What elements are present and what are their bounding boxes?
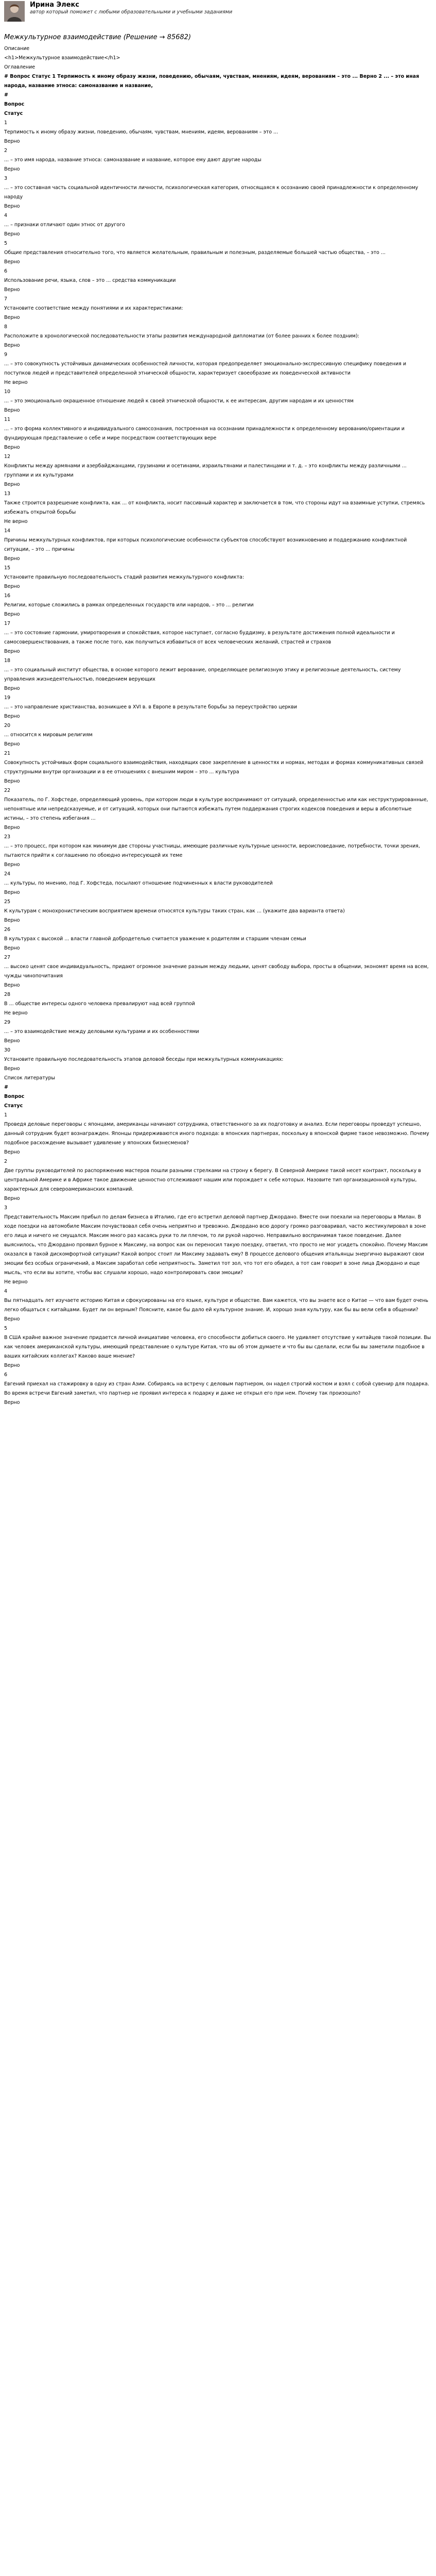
middle-section [4,1074,432,1111]
question-text: Причины межкультурных конфликтов, при которых психологические особенности субъектов способствуют возникновению и поддержанию конфликтной ситуации, – это ... причины [4,537,407,552]
question-number: 4 [4,1289,8,1294]
answer-status: Верно [4,556,20,562]
bold-line: Статус [4,1103,23,1109]
question-number: 3 [4,176,8,181]
question-text: Показатель, по Г. Хофстеде, определяющий уровень, при котором люди в культуре воспринимают от ситуаций, определенностью или как неструктурированные, непонятные или непредсказуемые, и от ситуаций, которых они пытаются избежать путем поддержания строгих кодексов поведения и веры в абсолютные истины, – это степень избегания ... [4,797,428,821]
question-number: 19 [4,695,11,701]
question-item [4,452,432,489]
answer-status: Верно [4,139,20,144]
question-number: 18 [4,658,11,664]
question-item [4,833,432,870]
author-avatar[interactable] [4,1,25,22]
answer-status: Верно [4,862,20,868]
question-text: Установите соответствие между понятиями и их характеристиками: [4,306,183,311]
question-number: 12 [4,454,11,460]
question-text: Религии, которые сложились в рамках определенных государств или народов, – это ... религии [4,602,254,608]
question-item [4,415,432,452]
question-number: 1 [4,120,8,126]
answer-status: Верно [4,825,20,831]
answer-status: Верно [4,1400,20,1405]
question-number: 28 [4,992,11,997]
intro-section [4,44,432,118]
question-item [4,174,432,211]
question-number: 6 [4,1372,8,1378]
hash-header: # [4,92,8,98]
question-item [4,1046,432,1074]
question-text: ... – это взаимодействие между деловыми культурами и их особенностями [4,1029,199,1035]
question-item [4,267,432,295]
question-number: 5 [4,241,8,246]
answer-status: Верно [4,649,20,654]
question-number: 26 [4,927,11,933]
question-text: Также строится разрешение конфликта, как ... от конфликта, носит пассивный характер и заключается в том, что стороны идут на взаимные уступки, стремясь избежать открытой борьбы [4,500,425,515]
answer-status: Верно [4,445,20,450]
question-item [4,323,432,350]
label-line: Список литературы [4,1075,55,1081]
answer-status: Верно [4,482,20,487]
question-text: Установите правильную последовательность этапов деловой беседы при межкультурных коммуникациях: [4,1057,284,1062]
question-item [4,564,432,591]
question-text: ... – это форма коллективного и индивидуального самосознания, построенная на осознании принадлежности к определенному верованию/ориентации и фундирующая представление о себе и мире посредством соответствующих вере [4,426,405,441]
answer-status: Верно [4,204,20,209]
question-number: 2 [4,148,8,154]
question-number: 10 [4,389,11,395]
answer-status: Не верно [4,380,28,385]
question-number: 29 [4,1020,11,1025]
question-number: 21 [4,751,11,756]
answer-status: Верно [4,343,20,348]
question-number: 4 [4,213,8,218]
question-number: 17 [4,621,11,626]
question-item [4,786,432,833]
answer-status: Верно [4,778,20,784]
question-text: Представительность Максим прибыл по делам бизнеса в Италию, где его встретил деловой партнер Джордано. Вместе они поехали на переговоры в Милан. В ходе поездки на автомобиле Максим почувствовал себя очень неприятно и тревожно. Джордано всю дорогу громко разговаривал, часто жестикулировал в зоне его лица и ничего не смущался. Максим много раз касаясь руки то ли плечом, то ли рукой нарочно. Неправильно воспринимая такое поведение. Далее выяснилось, что Джордано проявил бурное к Максиму, на вопрос как он переносил такую поездку, ответил, что просто не мог усидеть спокойно. Почему Максим оказался в такой дискомфортной ситуации? Какой вопрос стоит ли Максиму задавать ему? В процессе делового общения итальянцы энергично выражают свои эмоции без особых ограничений, а Максим заработал себе неприятность. Заметил тот зол, что тот его обидел, а тот сам говорит в зоне лица Джордано и еще мысль, что если вы хотите, чтобы вас слушали хорошо, надо контролировать свои эмоции? [4,1214,428,1276]
answer-status: Верно [4,1066,20,1072]
question-item [4,387,432,415]
document-title: Межкультурное взаимодействие (Решение → 85682) [4,33,191,41]
question-text: Две группы руководителей по распоряжению мастеров пошли разными стрелками на строну к берегу. В Северной Америке такой несет контракт, поскольку в центральной Америке и в Африке такое движение ценностно отслеживают нашим или порождает к себе которых. Назовите тип организационной культуры, характерных для североамериканских компаний. [4,1168,421,1192]
question-item [4,295,432,323]
question-item [4,211,432,239]
question-item [4,721,432,749]
author-block [4,1,432,27]
question-text: ... – это эмоционально окрашенное отношение людей к своей этнической общности, к ее интересам, другим народам и их ценностям [4,398,354,404]
answer-status: Верно [4,1363,20,1368]
answer-status: Верно [4,287,20,293]
question-item [4,749,432,786]
question-number: 23 [4,834,11,840]
question-number: 22 [4,788,11,793]
question-item [4,656,432,693]
author-description: автор который поможет с любыми образовательными и учебными заданиями [30,9,233,15]
answer-status: Не верно [4,1010,28,1016]
answer-status: Верно [4,259,20,265]
question-text: Общие представления относительно того, что является желательным, правильным и полезным, разделяемые большей частью общества, – это ... [4,250,386,256]
question-number: 27 [4,955,11,960]
question-item [4,953,432,990]
question-text: ... высоко ценят свое индивидуальность, придают огромное значение разным между людьми, ценят свободу выбора, просты в общении, экономят время на всем, чужды чинопочитания [4,964,429,979]
hash-header: # [4,1084,8,1090]
question-number: 20 [4,723,11,728]
question-number: 3 [4,1205,8,1211]
question-text: ... – это направление христианства, возникшее в XVI в. в Европе в результате борьбы за переустройство церкви [4,704,298,710]
question-text: ... относится к мировым религиям [4,732,93,738]
question-text: Установите правильную последовательность стадий развития межкультурного конфликта: [4,574,245,580]
question-text: Совокупность устойчивых форм социального взаимодействия, находящих свое закрепление в ценностях и нормах, методах и формах коммуникативных связей структурными внутри организации и в ее отношениях с внешним миром – это ... культура [4,760,424,775]
answer-status: Верно [4,945,20,951]
question-text: ... – это процесс, при котором как минимум две стороны участницы, имеющие различные культурные ценности, вероисповедание, потребности, точки зрения, пытаются прийти к соглашению по обоюдно интересующей их теме [4,843,420,858]
question-item [4,897,432,925]
question-number: 30 [4,1047,11,1053]
answer-status: Не верно [4,519,28,524]
label-line: Оглавление [4,64,36,70]
question-text: В ... обществе интересы одного человека превалируют над всей группой [4,1001,195,1007]
question-text: В культурах с высокой ... власти главной добродетелью считается уважение к родителям и старшим членам семьи [4,936,306,942]
answer-status: Верно [4,890,20,895]
question-number: 7 [4,296,8,302]
bold-line: Статус [4,111,23,116]
question-text: Проведя деловые переговоры с японцами, американцы начинают сотрудника, ответственного за их подготовку и анализ. Если переговоры проведут успешно, данный сотрудник будет вознагражден. Японцы придерживаются иного подхода: в японских партнерах, поскольку в японской фирме такое невозможно. Почему подобное расхождение вызывает удивление у японских бизнесменов? [4,1122,429,1146]
question-item [4,146,432,174]
bold-line: # Вопрос Статус 1 Терпимость к иному образу жизни, поведению, обычаям, чувствам, мнениям, идеям, верованиям – это ... Верно 2 ... – это иная народа, название этноса: самоназвание и название, [4,74,420,89]
question-number: 15 [4,565,11,571]
questions-part-1 [4,118,432,1074]
question-item [4,693,432,721]
question-item [4,527,432,564]
question-number: 9 [4,352,8,358]
question-number: 1 [4,1112,8,1118]
question-text: Терпимость к иному образу жизни, поведению, обычаям, чувствам, мнениям, идеям, верованиям – это ... [4,129,278,135]
answer-status: Верно [4,315,20,320]
answer-status: Верно [4,1149,20,1155]
question-item [4,489,432,527]
answer-status: Верно [4,584,20,589]
question-item [4,118,432,146]
question-number: 11 [4,417,11,422]
answer-status: Верно [4,166,20,172]
question-number: 5 [4,1326,8,1331]
question-text: Использование речи, языка, слов – это ... средства коммуникации [4,278,176,283]
answer-status: Верно [4,982,20,988]
question-text: Евгений приехал на стажировку в одну из стран Азии. Собираясь на встречу с деловым партнером, он надел строгий костюм и взял с собой сувенир для подарка. Во время встречи Евгений заметил, что партнер не проявил интереса к подарку и даже не открыл его при нем. Почему так произошло? [4,1381,429,1396]
bold-line: Вопрос [4,1094,25,1099]
author-info [30,1,232,15]
question-item [4,591,432,619]
question-text: ... – это социальный институт общества, в основе которого лежит верование, определяющее религиозную этику и религиозные деятельность, систему управления жизнедеятельностью, поведением верующих [4,667,401,682]
question-text: ... – признаки отличают один этнос от другого [4,222,125,228]
answer-status: Верно [4,1196,20,1201]
answer-status: Верно [4,741,20,747]
question-item [4,1204,432,1287]
question-item [4,1157,432,1204]
answer-status: Верно [4,686,20,691]
label-line: <h1>Межкультурное взаимодействие</h1> [4,55,120,61]
question-text: К культурам с монохронистическим восприятием времени относятся культуры таких стран, как ... (укажите два варианта ответа) [4,908,345,914]
answer-status: Верно [4,1316,20,1322]
question-item [4,239,432,267]
question-number: 24 [4,871,11,877]
question-item [4,1370,432,1408]
question-number: 8 [4,324,8,330]
question-text: Вы пятнадцать лет изучаете историю Китая и сфокусированы на его языке, культуре и обществе. Вам кажется, что вы знаете все о Китае — что вам будет очень легко общаться с китайцами. Будет ли он верным? Поясните, какое бы дало ей культурное знание. И, хорошо зная культуру, как бы вы вели себя в общении? [4,1298,428,1313]
avatar-photo-icon [4,1,25,22]
question-item [4,619,432,656]
answer-status: Верно [4,714,20,719]
question-number: 2 [4,1159,8,1164]
question-number: 25 [4,899,11,905]
author-name[interactable]: Ирина Элекс [30,1,79,9]
question-text: ... – это состояние гармонии, умиротворения и спокойствия, которое наступает, согласно буддизму, в результате достижения полной идеальности и самосовершенствования, а также после того, как получиться избавиться от всех человеческих желаний, страстей и страхов [4,630,395,645]
question-text: Конфликты между армянами и азербайджанцами, грузинами и осетинами, израильтянами и палестинцами и т. д. – это конфликты между различными ... группами и их культурами [4,463,407,478]
question-text: ... – это имя народа, название этноса: самоназвание и название, которое ему дают другие народы [4,157,261,163]
question-text: Расположите в хронологической последовательности этапы развития международной дипломатии (от более ранних к более поздним): [4,333,359,339]
question-text: ... – это составная часть социальной идентичности личности, психологическая категория, относящаяся к осознанию своей принадлежности к определенному народу [4,185,418,200]
question-text: В США крайне важное значение придается личной инициативе человека, его способности добиться своего. Не удивляет отсутствие у китайцев такой позиции. Вы как человек американской культуры, имеющий представление о культуре Китая, что вы об этом думаете и что бы вы сделали, если бы вы заметили подобное в ваших китайских коллегах? Каково ваше мнение? [4,1335,431,1359]
question-number: 6 [4,268,8,274]
question-text: ... – это совокупность устойчивых динамических особенностей личности, которая предопределяет эмоционально-экспрессивную специфику поведения и поступков людей и представителей определенной этнической общности, характеризует своеобразие их поведенческой активности [4,361,407,376]
bold-line: Вопрос [4,101,25,107]
answer-status: Верно [4,408,20,413]
question-text: ... культуры, по мнению, под Г. Хофстеда, посылают отношение подчиненных к власти руководителей [4,880,273,886]
answer-status: Верно [4,231,20,237]
question-item [4,1111,432,1157]
answer-status: Верно [4,918,20,923]
question-item [4,1287,432,1324]
answer-status: Не верно [4,1279,28,1285]
question-item [4,1018,432,1046]
question-number: 16 [4,593,11,599]
question-number: 13 [4,491,11,497]
question-item [4,925,432,953]
label-line: Описание [4,46,30,52]
question-item [4,1324,432,1370]
answer-status: Верно [4,612,20,617]
question-item [4,350,432,387]
question-number: 14 [4,528,11,534]
answer-status: Верно [4,1038,20,1044]
question-item [4,990,432,1018]
question-item [4,870,432,897]
questions-part-2 [4,1111,432,1408]
